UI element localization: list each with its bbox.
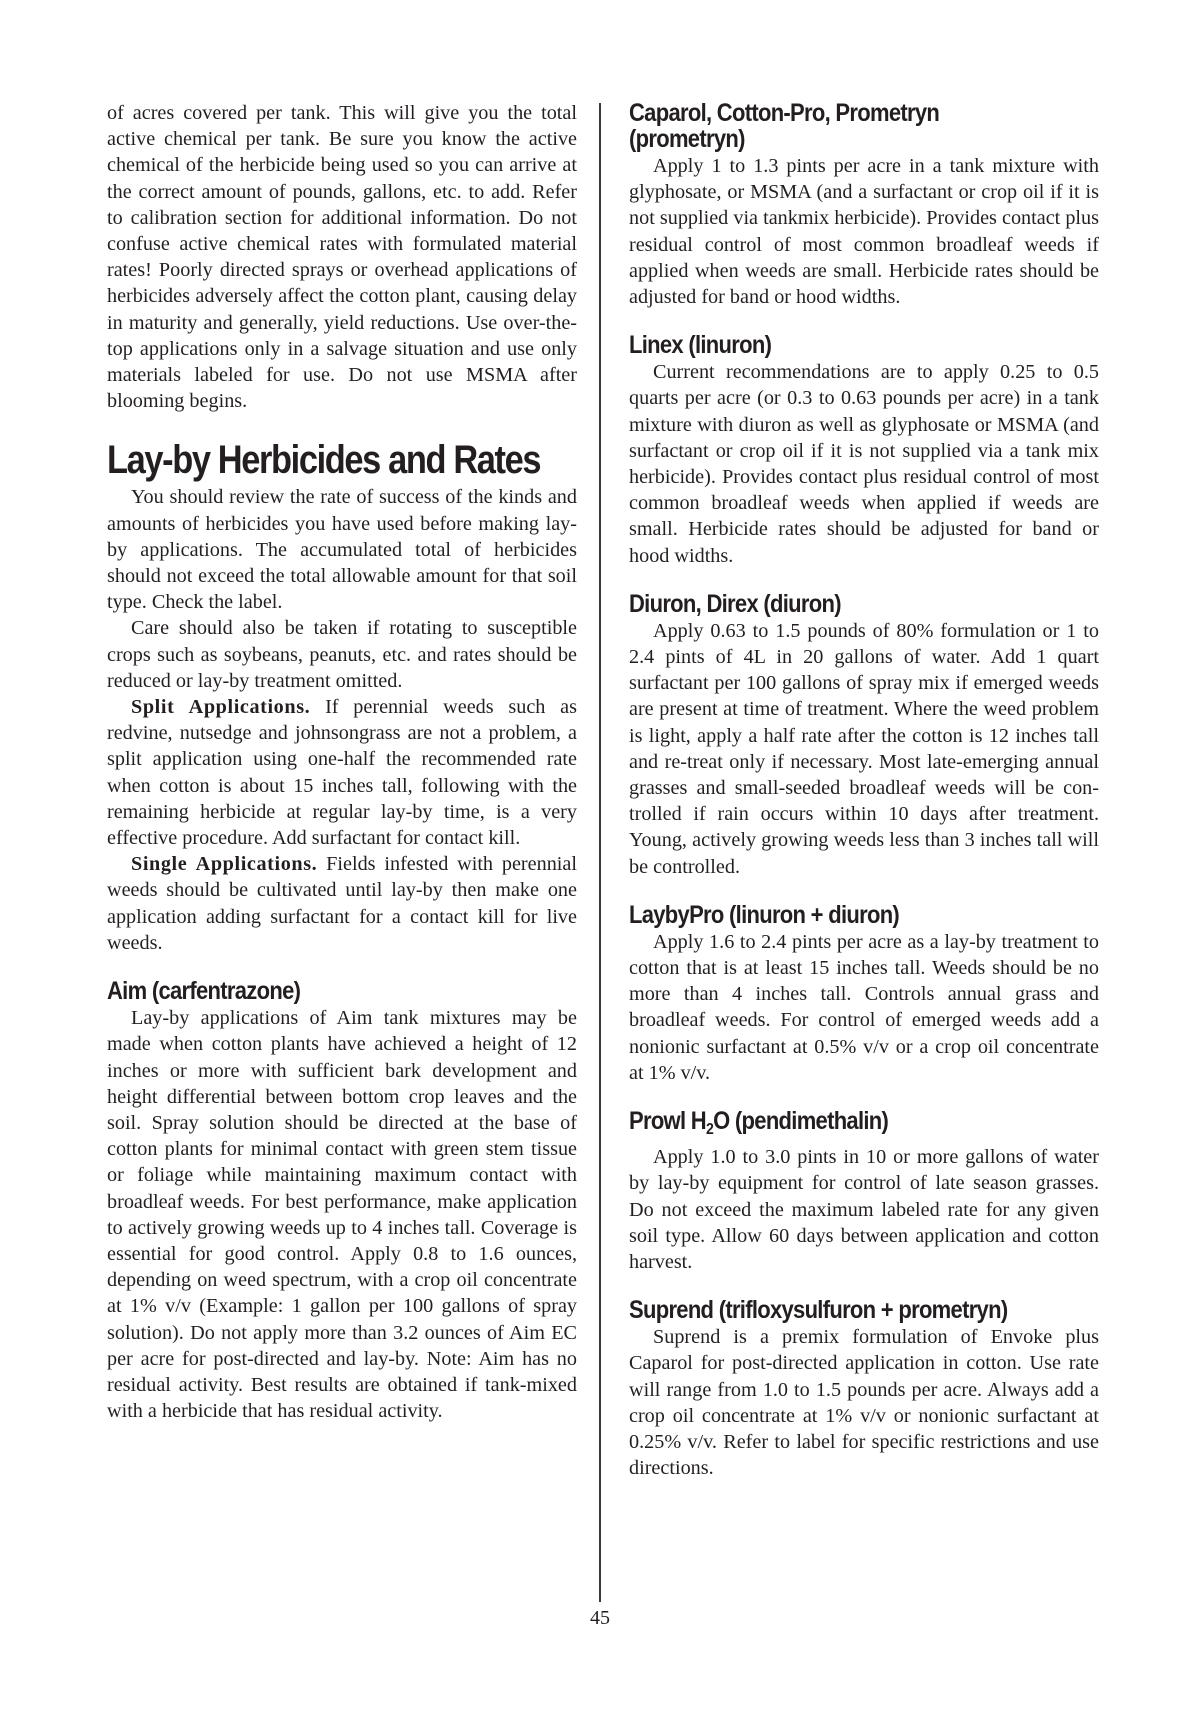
caparol-paragraph: Apply 1 to 1.3 pints per acre in a tank mixture with glyphosate, or MSMA (and a surfactant or crop oil if it is not supplied via tankmix herbicide). Provides contact plus residual control of most common broadleaf weeds if applied when weeds are small. Herbicide rates should be adjusted for band or hood widths. (629, 155, 1099, 309)
split-applications-label: Split Applications. (131, 696, 311, 719)
aim-paragraph: Lay-by applications of Aim tank mixtures may be made when cotton plants have achieved a height of 12 inches or more with sufficient bark development and height differential between bottom crop leaves and the soil. Spray solution should be directed at the base of cotton plants for minimal contact with green stem tissue or foliage while maintaining maximum contact with broadleaf weeds. For best performance, make application to actively growing weeds up to 4 inches tall. Coverage is essential for good control. Apply 0.8 to 1.6 ounces, depending on weed spectrum, with a crop oil concentrate at 1% v/v (Example: 1 gallon per 100 gallons of spray solution). Do not apply more than 3.2 ounces of Aim EC per acre for post-directed and lay-by. Note: Aim has no residual activity. Best results are obtained if tank-mixed with a herbicide that has residual activity. (107, 1007, 577, 1423)
split-applications-text: If perennial weeds such as redvine, nutsedge and johnsongrass are not a problem, a split application using one-half the recommended rate when cotton is about 15 inches tall, following with the remaining herbicide at regular lay-by time, is a very effective procedure. Add surfactant for contact kill. (107, 696, 577, 850)
caparol-heading (629, 100, 1043, 152)
linex-heading: Linex (linuron) (629, 331, 772, 360)
caparol-heading-line1: Caparol, Cotton-Pro, Prometryn (629, 99, 940, 127)
single-applications-label: Single Applications. (131, 853, 318, 876)
single-applications-text: Fields infested with perennial weeds should be cultivated until lay-by then make one application adding surfactant for a contact kill for live weeds. (107, 853, 577, 954)
linex-paragraph: Current recommendations are to apply 0.25 to 0.5 quarts per acre (or 0.3 to 0.63 pounds per acre) in a tank mixture with diuron as well as glyphosate or MSMA (and surfactant or crop oil if it is not supplied via a tank mix herbicide). Provides contact plus residual control of most common broadleaf weeds when applied if weeds are small. Herbicide rates should be adjusted for band or hood widths. (629, 361, 1099, 567)
left-column (107, 100, 577, 1424)
single-applications-paragraph (107, 851, 577, 956)
diuron-paragraph: Apply 0.63 to 1.5 pounds of 80% formulation or 1 to 2.4 pints of 4L in 20 gallons of water. Add 1 quart surfactant per 100 gallons of spray mix if emerged weeds are present at time of treatment. Where the weed problem is light, apply a half rate after the cotton is 12 inches tall and re-treat only if necessary. Most late-emerging annual grasses and small-seeded broadleaf weeds will be controlled if rain occurs within 10 days after treatment. Young, actively growing weeds less than 3 inches tall will be controlled. (629, 619, 1099, 878)
diuron-heading: Diuron, Direx (diuron) (629, 589, 841, 618)
prowl-heading-subscript: 2 (705, 1121, 714, 1139)
prowl-paragraph: Apply 1.0 to 3.0 pints in 10 or more gallons of water by lay-by equipment for control of late season grasses. Do not exceed the maximum labeled rate for any given soil type. Allow 60 days between application and cotton harvest. (629, 1146, 1099, 1273)
right-column (629, 100, 1099, 1481)
suprend-heading: Suprend (trifloxysulfuron + prometryn) (629, 1296, 1008, 1325)
column-divider (599, 103, 601, 1602)
suprend-paragraph: Suprend is a premix formulation of Envoke plus Caparol for post-directed application in cotton. Use rate will range from 1.0 to 1.5 pounds per acre. Always add a crop oil concentrate at 1% v/v or nonionic surfactant at 0.25% v/v. Refer to label for specific restrictions and use directions. (629, 1326, 1099, 1480)
laybypro-heading: LaybyPro (linuron + diuron) (629, 900, 900, 929)
aim-heading: Aim (carfentrazone) (107, 977, 301, 1006)
layby-paragraph-review: You should review the rate of success of the kinds and amounts of herbicides you have used before making lay-by applications. The accumulated total of herbicides should not exceed the total allowable amount for that soil type. Check the label. (107, 486, 577, 614)
section-heading-layby: Lay-by Herbicides and Rates (107, 438, 541, 483)
layby-paragraph-rotation: Care should also be taken if rotating to susceptible crops such as soybeans, peanuts, etc. and rates should be reduced or lay-by treatment omitted. (107, 617, 577, 692)
split-applications-paragraph (107, 694, 577, 851)
intro-paragraph: of acres covered per tank. This will give you the total active chemical per tank. Be sure you know the active chemical of the herbicide being used so you can arrive at the correct amount of pounds, gallons, etc. to add. Refer to calibration section for additional information. Do not confuse active chemical rates with formulated material rates! Poorly directed sprays or overhead applications of herbicides adversely affect the cotton plant, causing delay in maturity and generally, yield reductions. Use over-the-top applications only in a salvage situation and use only materials labeled for use. Do not use MSMA after blooming begins. (107, 102, 577, 413)
prowl-heading-post: O (pendimethalin) (713, 1107, 889, 1136)
prowl-heading (629, 1108, 1043, 1143)
caparol-heading-line2: (prometryn) (629, 125, 745, 153)
laybypro-paragraph: Apply 1.6 to 2.4 pints per acre as a lay-by treatment to cotton that is at least 15 inches tall. Weeds should be no more than 4 inches tall. Controls annual grass and broadleaf weeds. For control of emerged weeds add a nonionic surfactant at 0.5% v/v or a crop oil concentrate at 1% v/v. (629, 930, 1099, 1084)
prowl-heading-pre: Prowl H (629, 1107, 706, 1136)
page-number: 45 (590, 1607, 610, 1629)
